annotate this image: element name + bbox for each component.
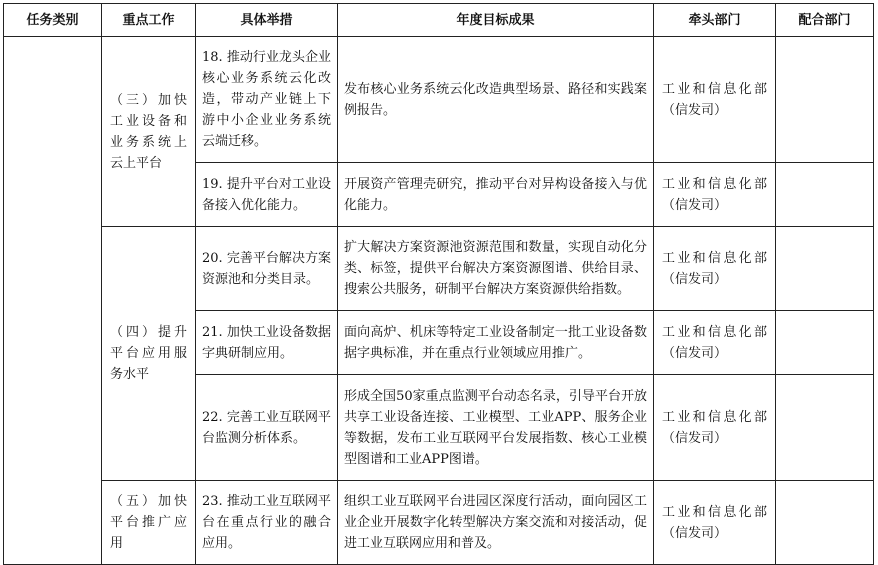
lead-dept-cell: 工业和信息化部（信发司）	[654, 227, 776, 311]
goal-cell: 开展资产管理壳研究，推动平台对异构设备接入与优化能力。	[338, 163, 654, 227]
header-annual-goal: 年度目标成果	[338, 4, 654, 37]
support-dept-cell	[776, 481, 874, 565]
goal-cell: 面向高炉、机床等特定工业设备制定一批工业设备数据字典标准，并在重点行业领域应用推广。	[338, 311, 654, 375]
task-category-cell	[4, 37, 102, 565]
measure-cell: 18. 推动行业龙头企业核心业务系统云化改造，带动产业链上下游中小企业业务系统云端迁移。	[196, 37, 338, 163]
focus-work-cell: （五）加快平台推广应用	[102, 481, 196, 565]
lead-dept-cell: 工业和信息化部（信发司）	[654, 163, 776, 227]
goal-cell: 组织工业互联网平台进园区深度行活动，面向园区工业企业开展数字化转型解决方案交流和对接活动，促进工业互联网应用和普及。	[338, 481, 654, 565]
measure-cell: 21. 加快工业设备数据字典研制应用。	[196, 311, 338, 375]
measure-cell: 19. 提升平台对工业设备接入优化能力。	[196, 163, 338, 227]
table-row	[4, 227, 874, 311]
measure-cell: 22. 完善工业互联网平台监测分析体系。	[196, 375, 338, 481]
lead-dept-cell: 工业和信息化部（信发司）	[654, 481, 776, 565]
lead-dept-cell: 工业和信息化部（信发司）	[654, 375, 776, 481]
header-support-dept: 配合部门	[776, 4, 874, 37]
header-lead-dept: 牵头部门	[654, 4, 776, 37]
measure-cell: 23. 推动工业互联网平台在重点行业的融合应用。	[196, 481, 338, 565]
measure-cell: 20. 完善平台解决方案资源池和分类目录。	[196, 227, 338, 311]
lead-dept-cell: 工业和信息化部（信发司）	[654, 311, 776, 375]
goal-cell: 扩大解决方案资源池资源范围和数量，实现自动化分类、标签，提供平台解决方案资源图谱、供给目录、搜索公共服务，研制平台解决方案资源供给指数。	[338, 227, 654, 311]
support-dept-cell	[776, 311, 874, 375]
table-row	[4, 37, 874, 163]
task-table	[3, 3, 874, 565]
support-dept-cell	[776, 375, 874, 481]
header-measures: 具体举措	[196, 4, 338, 37]
lead-dept-cell: 工业和信息化部（信发司）	[654, 37, 776, 163]
goal-cell: 形成全国50家重点监测平台动态名录，引导平台开放共享工业设备连接、工业模型、工业APP、服务企业等数据，发布工业互联网平台发展指数、核心工业模型图谱和工业APP图谱。	[338, 375, 654, 481]
header-focus-work: 重点工作	[102, 4, 196, 37]
support-dept-cell	[776, 163, 874, 227]
header-row	[4, 4, 874, 37]
support-dept-cell	[776, 227, 874, 311]
focus-work-cell: （三）加快工业设备和业务系统上云上平台	[102, 37, 196, 227]
focus-work-cell: （四）提升平台应用服务水平	[102, 227, 196, 481]
goal-cell: 发布核心业务系统云化改造典型场景、路径和实践案例报告。	[338, 37, 654, 163]
header-task-category: 任务类别	[4, 4, 102, 37]
support-dept-cell	[776, 37, 874, 163]
table-row	[4, 481, 874, 565]
